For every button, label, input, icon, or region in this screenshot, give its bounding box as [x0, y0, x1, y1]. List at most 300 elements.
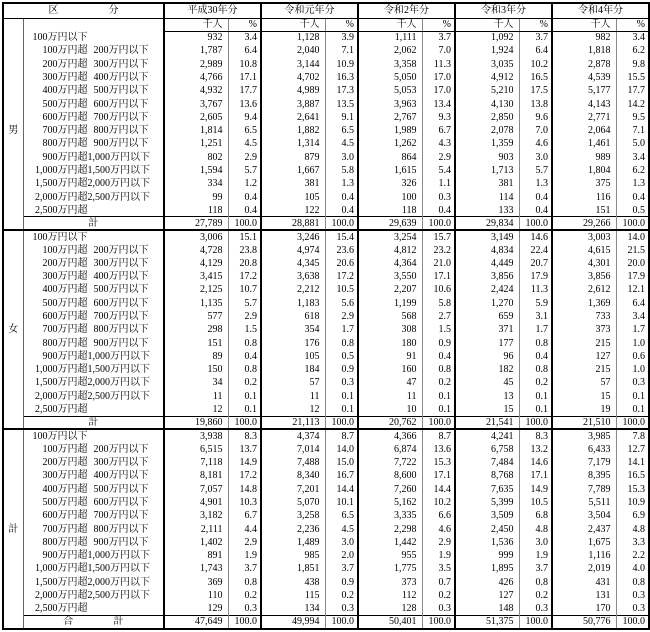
value-percent: 1.0	[616, 336, 649, 349]
value-thousand: 1,615	[358, 164, 422, 177]
value-percent: 3.5	[422, 562, 455, 575]
value-percent: 16.5	[519, 71, 552, 84]
value-percent: 6.7	[422, 124, 455, 137]
bracket-label	[23, 562, 164, 575]
value-thousand: 3,963	[358, 97, 422, 110]
value-percent: 5.4	[422, 164, 455, 177]
income-distribution-table	[2, 2, 650, 630]
value-percent: 17.7	[616, 84, 649, 97]
total-thousand: 21,541	[455, 416, 519, 429]
value-percent: 17.3	[325, 84, 358, 97]
value-thousand: 334	[164, 177, 228, 190]
bracket-label	[23, 522, 164, 535]
bracket-label	[23, 244, 164, 257]
value-thousand: 308	[358, 323, 422, 336]
value-percent: 0.1	[228, 403, 261, 416]
value-thousand: 1,128	[261, 31, 325, 44]
value-thousand: 1,924	[455, 44, 519, 57]
value-thousand: 148	[455, 602, 519, 615]
value-thousand: 1,818	[552, 44, 616, 57]
total-percent: 100.0	[325, 217, 358, 230]
value-thousand: 6,758	[455, 443, 519, 456]
bracket-range-to: 800万円以下	[93, 324, 149, 336]
value-thousand: 15	[455, 403, 519, 416]
value-percent: 17.2	[228, 469, 261, 482]
value-percent: 13.8	[519, 97, 552, 110]
bracket-label	[23, 336, 164, 349]
value-percent: 10.2	[422, 496, 455, 509]
value-percent: 4.8	[519, 522, 552, 535]
value-thousand: 4,912	[455, 71, 519, 84]
bracket-range-to: 400万円以下	[93, 470, 149, 482]
bracket-range-from: 2,500万円超	[35, 204, 88, 216]
value-percent: 10.5	[519, 496, 552, 509]
value-thousand: 2,078	[455, 124, 519, 137]
value-thousand: 955	[358, 549, 422, 562]
value-thousand: 4,615	[552, 244, 616, 257]
bracket-range-to: 600万円以下	[93, 98, 149, 110]
value-percent: 23.2	[422, 244, 455, 257]
total-percent: 100.0	[519, 615, 552, 628]
value-percent: 4.4	[228, 522, 261, 535]
value-percent: 0.1	[228, 390, 261, 403]
value-thousand: 659	[455, 310, 519, 323]
bracket-range-from: 600万円超	[42, 510, 88, 522]
unit-header: 千人	[261, 18, 325, 31]
value-percent: 0.8	[519, 576, 552, 589]
value-thousand: 5,162	[358, 496, 422, 509]
bracket-label	[23, 111, 164, 124]
table-row	[3, 483, 649, 496]
value-thousand: 982	[552, 31, 616, 44]
value-thousand: 989	[552, 151, 616, 164]
value-percent: 7.8	[616, 429, 649, 442]
value-thousand: 3,550	[358, 270, 422, 283]
value-percent: 0.4	[616, 190, 649, 203]
table-row	[3, 124, 649, 137]
bracket-label	[23, 164, 164, 177]
value-percent: 0.8	[519, 363, 552, 376]
value-percent: 21.5	[616, 244, 649, 257]
value-percent: 20.6	[325, 257, 358, 270]
bracket-range-to: 1,000万円以下	[87, 151, 150, 163]
value-thousand: 381	[261, 177, 325, 190]
value-thousand: 1,251	[164, 137, 228, 150]
value-thousand: 4,129	[164, 257, 228, 270]
value-thousand: 3,887	[261, 97, 325, 110]
total-thousand: 19,860	[164, 416, 228, 429]
value-percent: 3.4	[616, 31, 649, 44]
value-thousand: 375	[552, 177, 616, 190]
bracket-label	[23, 204, 164, 217]
bracket-range-from: 300万円超	[42, 470, 88, 482]
value-thousand: 2,064	[552, 124, 616, 137]
total-percent: 100.0	[228, 217, 261, 230]
value-thousand: 6,433	[552, 443, 616, 456]
value-thousand: 1,775	[358, 562, 422, 575]
value-thousand: 118	[358, 204, 422, 217]
value-thousand: 34	[164, 376, 228, 389]
value-percent: 0.4	[325, 190, 358, 203]
total-label-female: 計	[23, 416, 164, 429]
value-thousand: 1,199	[358, 297, 422, 310]
value-thousand: 1,262	[358, 137, 422, 150]
value-thousand: 47	[358, 376, 422, 389]
total-thousand: 29,639	[358, 217, 422, 230]
table-row	[3, 390, 649, 403]
total-thousand: 20,762	[358, 416, 422, 429]
value-thousand: 4,301	[552, 257, 616, 270]
table-row	[3, 257, 649, 270]
value-percent: 0.3	[422, 602, 455, 615]
bracket-label	[23, 602, 164, 615]
bracket-label	[23, 31, 164, 44]
value-percent: 0.8	[422, 363, 455, 376]
total-percent: 100.0	[616, 416, 649, 429]
value-thousand: 3,856	[455, 270, 519, 283]
table-row	[3, 509, 649, 522]
bracket-label	[23, 443, 164, 456]
value-percent: 17.0	[422, 71, 455, 84]
bracket-range-from: 400万円超	[42, 85, 88, 97]
value-percent: 2.9	[422, 151, 455, 164]
value-percent: 10.1	[325, 496, 358, 509]
value-thousand: 2,207	[358, 283, 422, 296]
value-percent: 1.7	[616, 323, 649, 336]
bracket-range-to: 800万円以下	[93, 523, 149, 535]
table-row	[3, 137, 649, 150]
value-thousand: 7,201	[261, 483, 325, 496]
table-row	[3, 522, 649, 535]
value-percent: 0.3	[325, 376, 358, 389]
bracket-range-from: 300万円超	[42, 71, 88, 83]
value-percent: 4.6	[422, 522, 455, 535]
value-thousand: 5,399	[455, 496, 519, 509]
value-thousand: 1,489	[261, 536, 325, 549]
value-percent: 20.0	[616, 257, 649, 270]
value-thousand: 3,254	[358, 230, 422, 243]
value-percent: 0.8	[325, 336, 358, 349]
bracket-range-from: 800万円超	[42, 138, 88, 150]
value-thousand: 127	[455, 589, 519, 602]
bracket-range-from: 800万円超	[42, 337, 88, 349]
value-percent: 14.0	[616, 230, 649, 243]
value-thousand: 3,509	[455, 509, 519, 522]
value-percent: 5.7	[228, 297, 261, 310]
value-thousand: 2,236	[261, 522, 325, 535]
total-thousand: 50,401	[358, 615, 422, 628]
bracket-label	[23, 509, 164, 522]
value-percent: 6.4	[228, 44, 261, 57]
bracket-range-from: 2,000万円超	[35, 191, 88, 203]
value-thousand: 128	[358, 602, 422, 615]
bracket-range-from: 700万円超	[42, 523, 88, 535]
value-percent: 0.2	[519, 376, 552, 389]
value-thousand: 2,040	[261, 44, 325, 57]
value-thousand: 5,070	[261, 496, 325, 509]
bracket-range-to: 400万円以下	[93, 271, 149, 283]
value-percent: 17.1	[422, 469, 455, 482]
value-percent: 2.9	[228, 310, 261, 323]
bracket-range-to: 700万円以下	[93, 111, 149, 123]
unit-header: 千人	[358, 18, 422, 31]
value-percent: 0.8	[228, 336, 261, 349]
value-percent: 0.1	[325, 390, 358, 403]
bracket-range-to: 2,000万円以下	[87, 576, 150, 588]
table-row	[3, 403, 649, 416]
bracket-range-from: 900万円超	[42, 151, 88, 163]
value-thousand: 3,938	[164, 429, 228, 442]
grand-total-row	[3, 615, 649, 628]
table-row	[3, 164, 649, 177]
value-percent: 10.2	[519, 58, 552, 71]
value-percent: 0.3	[616, 602, 649, 615]
bracket-range-to: 900万円以下	[93, 138, 149, 150]
value-percent: 15.7	[422, 230, 455, 243]
value-thousand: 369	[164, 576, 228, 589]
bracket-label	[23, 177, 164, 190]
value-thousand: 116	[552, 190, 616, 203]
value-percent: 0.1	[519, 390, 552, 403]
value-thousand: 6,874	[358, 443, 422, 456]
value-thousand: 2,850	[455, 111, 519, 124]
value-thousand: 7,484	[455, 456, 519, 469]
value-thousand: 4,143	[552, 97, 616, 110]
bracket-label	[23, 230, 164, 243]
value-percent: 10.9	[325, 58, 358, 71]
value-thousand: 3,149	[455, 230, 519, 243]
bracket-label	[23, 283, 164, 296]
value-percent: 1.9	[228, 549, 261, 562]
bracket-label	[23, 496, 164, 509]
value-thousand: 3,003	[552, 230, 616, 243]
year-header-3: 令和3年分	[455, 3, 552, 18]
bracket-range-to: 1,500万円以下	[87, 364, 150, 376]
bracket-range-from: 400万円超	[42, 483, 88, 495]
total-label-male: 計	[23, 217, 164, 230]
value-thousand: 373	[358, 576, 422, 589]
value-percent: 4.6	[519, 137, 552, 150]
total-thousand: 49,994	[261, 615, 325, 628]
table-row	[3, 443, 649, 456]
value-percent: 17.0	[422, 84, 455, 97]
value-thousand: 568	[358, 310, 422, 323]
value-thousand: 3,258	[261, 509, 325, 522]
value-percent: 23.8	[228, 244, 261, 257]
value-thousand: 5,210	[455, 84, 519, 97]
bracket-range-from: 900万円超	[42, 550, 88, 562]
value-percent: 0.4	[228, 190, 261, 203]
value-thousand: 7,488	[261, 456, 325, 469]
value-percent: 15.4	[325, 230, 358, 243]
value-percent: 6.4	[519, 44, 552, 57]
value-thousand: 7,014	[261, 443, 325, 456]
value-thousand: 1,594	[164, 164, 228, 177]
value-percent: 3.9	[325, 31, 358, 44]
value-percent: 20.7	[519, 257, 552, 270]
value-percent: 15.1	[228, 230, 261, 243]
category-header: 区 分	[3, 3, 164, 18]
value-percent: 2.9	[422, 536, 455, 549]
header-row-units	[3, 18, 649, 31]
value-thousand: 879	[261, 151, 325, 164]
value-thousand: 1,402	[164, 536, 228, 549]
value-thousand: 180	[358, 336, 422, 349]
percent-header: %	[228, 18, 261, 31]
value-thousand: 4,932	[164, 84, 228, 97]
total-thousand: 28,881	[261, 217, 325, 230]
value-thousand: 3,182	[164, 509, 228, 522]
bracket-label	[23, 270, 164, 283]
value-percent: 17.2	[228, 270, 261, 283]
value-thousand: 7,057	[164, 483, 228, 496]
value-percent: 1.3	[519, 177, 552, 190]
value-thousand: 3,767	[164, 97, 228, 110]
value-thousand: 3,504	[552, 509, 616, 522]
value-percent: 0.2	[519, 589, 552, 602]
value-thousand: 8,768	[455, 469, 519, 482]
value-thousand: 4,702	[261, 71, 325, 84]
value-percent: 11.3	[422, 58, 455, 71]
year-header-2: 令和2年分	[358, 3, 455, 18]
bracket-range-from: 500万円超	[42, 297, 88, 309]
value-thousand: 1,116	[552, 549, 616, 562]
bracket-label	[23, 257, 164, 270]
bracket-range-to: 700万円以下	[93, 311, 149, 323]
value-percent: 0.1	[325, 403, 358, 416]
bracket-range-to: 600万円以下	[93, 297, 149, 309]
value-percent: 7.1	[325, 44, 358, 57]
value-percent: 1.3	[616, 177, 649, 190]
section-total-row	[3, 416, 649, 429]
total-percent: 100.0	[228, 416, 261, 429]
value-thousand: 3,006	[164, 230, 228, 243]
value-thousand: 127	[552, 350, 616, 363]
value-percent: 14.2	[616, 97, 649, 110]
value-percent: 3.4	[616, 151, 649, 164]
table-row	[3, 469, 649, 482]
value-thousand: 105	[261, 190, 325, 203]
bracket-range-to: 700万円以下	[93, 510, 149, 522]
value-percent: 0.2	[422, 589, 455, 602]
section-label-male: 男	[8, 124, 19, 136]
value-percent: 3.7	[519, 562, 552, 575]
value-thousand: 2,605	[164, 111, 228, 124]
table-row	[3, 310, 649, 323]
percent-header: %	[616, 18, 649, 31]
value-percent: 0.7	[422, 576, 455, 589]
bracket-label	[23, 403, 164, 416]
value-thousand: 1,713	[455, 164, 519, 177]
value-percent: 5.8	[325, 164, 358, 177]
bracket-label	[23, 549, 164, 562]
section-total-row	[3, 217, 649, 230]
value-thousand: 4,901	[164, 496, 228, 509]
value-thousand: 122	[261, 204, 325, 217]
value-thousand: 115	[261, 589, 325, 602]
bracket-range-to: 1,500万円以下	[87, 563, 150, 575]
bracket-range-to: 900万円以下	[93, 536, 149, 548]
bracket-label	[23, 190, 164, 203]
value-thousand: 4,449	[455, 257, 519, 270]
bracket-label	[23, 97, 164, 110]
value-thousand: 19	[552, 403, 616, 416]
value-thousand: 2,125	[164, 283, 228, 296]
bracket-range-to: 800万円以下	[93, 125, 149, 137]
year-header-0: 平成30年分	[164, 3, 261, 18]
value-percent: 0.3	[519, 602, 552, 615]
value-percent: 0.3	[422, 190, 455, 203]
value-thousand: 7,260	[358, 483, 422, 496]
bracket-range-from: 800万円超	[42, 536, 88, 548]
value-thousand: 1,882	[261, 124, 325, 137]
total-percent: 100.0	[519, 217, 552, 230]
value-percent: 22.4	[519, 244, 552, 257]
year-header-1: 令和元年分	[261, 3, 358, 18]
value-percent: 10.8	[228, 58, 261, 71]
bracket-label	[23, 310, 164, 323]
bracket-range-from: 900万円超	[42, 350, 88, 362]
bracket-range-to: 300万円以下	[93, 257, 149, 269]
table-row	[3, 562, 649, 575]
value-percent: 6.5	[325, 509, 358, 522]
value-thousand: 891	[164, 549, 228, 562]
bracket-range-to: 900万円以下	[93, 337, 149, 349]
value-thousand: 5,511	[552, 496, 616, 509]
value-percent: 11.3	[519, 283, 552, 296]
value-thousand: 4,241	[455, 429, 519, 442]
table-row	[3, 496, 649, 509]
value-percent: 10.5	[325, 283, 358, 296]
bracket-range-to: 2,000万円以下	[87, 178, 150, 190]
value-percent: 4.3	[422, 137, 455, 150]
value-percent: 17.9	[616, 270, 649, 283]
value-thousand: 184	[261, 363, 325, 376]
bracket-range-from: 400万円超	[42, 284, 88, 296]
value-thousand: 1,667	[261, 164, 325, 177]
table-row	[3, 190, 649, 203]
value-percent: 5.9	[519, 297, 552, 310]
value-percent: 23.6	[325, 244, 358, 257]
bracket-range-to: 200万円以下	[93, 443, 149, 455]
bracket-range-from: 100万円以下	[32, 231, 88, 243]
table-body	[3, 31, 649, 629]
value-percent: 14.8	[228, 483, 261, 496]
value-thousand: 4,364	[358, 257, 422, 270]
section-label-female: 女	[3, 230, 23, 429]
total-percent: 100.0	[616, 615, 649, 628]
value-percent: 15.0	[325, 456, 358, 469]
bracket-range-to: 600万円以下	[93, 496, 149, 508]
value-percent: 1.5	[422, 323, 455, 336]
total-percent: 100.0	[422, 217, 455, 230]
bracket-range-from: 1,000万円超	[35, 364, 88, 376]
value-thousand: 2,450	[455, 522, 519, 535]
value-thousand: 1,369	[552, 297, 616, 310]
value-percent: 0.9	[325, 576, 358, 589]
bracket-range-from: 600万円超	[42, 311, 88, 323]
value-thousand: 3,358	[358, 58, 422, 71]
value-thousand: 112	[358, 589, 422, 602]
value-percent: 16.5	[616, 469, 649, 482]
value-thousand: 6,515	[164, 443, 228, 456]
value-thousand: 7,179	[552, 456, 616, 469]
value-percent: 0.4	[228, 350, 261, 363]
value-percent: 6.4	[616, 297, 649, 310]
value-thousand: 733	[552, 310, 616, 323]
value-percent: 0.3	[325, 602, 358, 615]
value-thousand: 114	[455, 190, 519, 203]
